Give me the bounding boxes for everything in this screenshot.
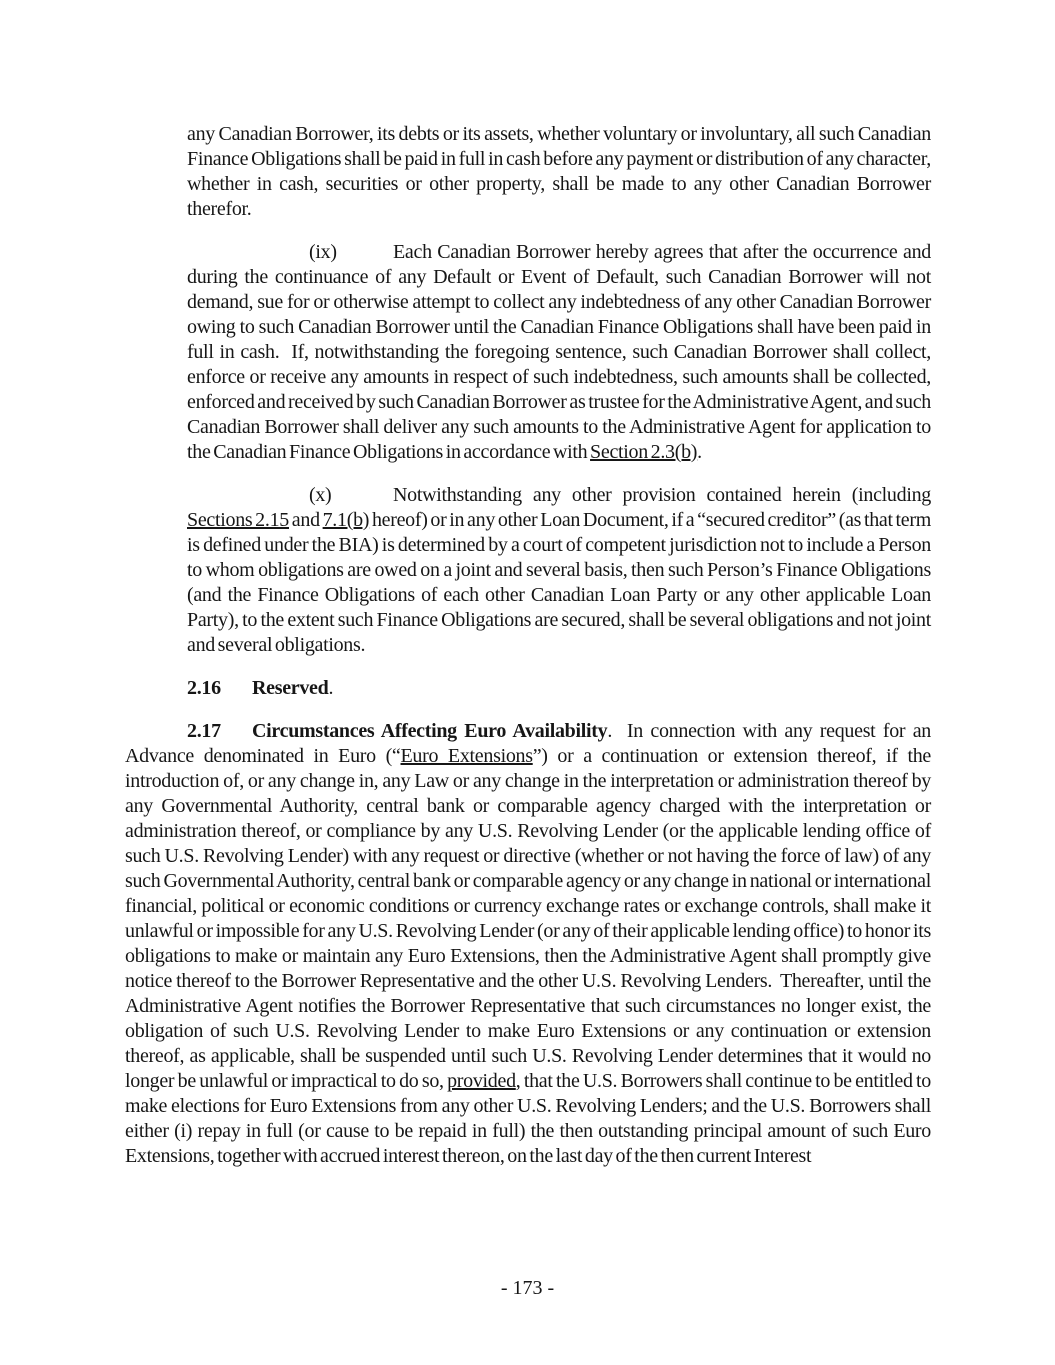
text-run: Reserved [252, 677, 329, 699]
text-run: . [697, 441, 702, 463]
text-run: Sections 2.15 [187, 509, 289, 531]
text-run: 7.1(b) [322, 509, 370, 531]
text-run: . [328, 677, 334, 699]
section-2-17-number: 2.17 [187, 720, 221, 742]
page-number: - 173 - [500, 1277, 555, 1299]
text-run: provided [447, 1070, 516, 1092]
clause-ix-text [187, 241, 931, 463]
text-run: Circumstances Affecting Euro Availability [252, 720, 608, 742]
text-run: Euro Extensions [400, 745, 533, 767]
paragraph-clause-viii-continuation [187, 122, 931, 222]
clause-x-text [187, 484, 931, 656]
section-2-16-text [252, 677, 333, 699]
paragraph-section-2-17 [125, 719, 931, 1169]
text-run: and [289, 509, 323, 531]
section-2-16-number: 2.16 [187, 677, 221, 699]
page-content [125, 122, 931, 1187]
clause-ix-label: (ix) [309, 241, 337, 263]
paragraph-section-2-16 [125, 676, 931, 701]
text-run: any Canadian Borrower, its debts or its assets, whether voluntary or involuntary, all such Canadian Finance Obligations shall be paid in full in cash before any payment or distribution of any character, whether in cash, securities or other property, shall be made to any other Canadian Borrower therefor. [187, 123, 931, 220]
text-run: Section 2.3(b) [590, 441, 698, 463]
paragraph-clause-ix [187, 240, 931, 465]
text-run: Notwithstanding any other provision contained herein (including [393, 484, 931, 506]
clause-x-label: (x) [309, 484, 332, 506]
text-run: . In connection with any request for an Advance denominated in Euro (“ [125, 720, 931, 767]
paragraph-clause-x [187, 483, 931, 658]
page-footer [0, 1276, 1055, 1301]
text-run: ”) or a continuation or extension thereof, if the introduction of, or any change in, any Law or any change in the interpretation or administration thereof by any Governmental Authority, central bank or comparable agency charged with the interpretation or administration thereof, or compliance by any U.S. Revolving Lender (or the applicable lending office of such U.S. Revolving Lender) with any request or directive (whether or not having the force of law) of any such Governmental Authority, central bank or comparable agency or any change in national or international financial, political or economic conditions or currency exchange rates or exchange controls, shall make it unlawful or impossible for any U.S. Revolving Lender (or any of their applicable lending office) to honor its obligations to make or maintain any Euro Extensions, then the Administrative Agent shall promptly give notice thereof to the Borrower Representative and the other U.S. Revolving Lenders. Thereafter, until the Administrative Agent notifies the Borrower Representative that such circumstances no longer exist, the obligation of such U.S. Revolving Lender to make Euro Extensions or any continuation or extension thereof, as applicable, shall be suspended until such U.S. Revolving Lender determines that it would no longer be unlawful or impractical to do so, [125, 745, 931, 1092]
text-run: Each Canadian Borrower hereby agrees that after the occurrence and during the continuance of any Default or Event of Default, such Canadian Borrower will not demand, sue for or otherwise attempt to collect any indebtedness of any other Canadian Borrower owing to such Canadian Borrower until the Canadian Finance Obligations shall have been paid in full in cash. If, notwithstanding the foregoing sentence, such Canadian Borrower shall collect, enforce or receive any amounts in respect of such indebtedness, such amounts shall be collected, enforced and received by such Canadian Borrower as trustee for the Administrative Agent, and such Canadian Borrower shall deliver any such amounts to the Administrative Agent for application to the Canadian Finance Obligations in accordance with [187, 241, 931, 463]
text-run: , that the U.S. Borrowers shall continue to be entitled to make elections for Euro Extensions from any other U.S. Revolving Lenders; and the U.S. Borrowers shall either (i) repay in full (or cause to be repaid in full) the then outstanding principal amount of such Euro Extensions, together with accrued interest thereon, on the last day of the then current Interest [125, 1070, 931, 1167]
text-run: hereof) or in any other Loan Document, if a “secured creditor” (as that term is defined under the BIA) is determined by a court of competent jurisdiction not to include a Person to whom obligations are owed on a joint and several basis, then such Person’s Finance Obligations (and the Finance Obligations of each other Canadian Loan Party or any other applicable Loan Party), to the extent such Finance Obligations are secured, shall be several obligations and not joint and several obligations. [187, 509, 931, 656]
section-2-17-text [125, 720, 931, 1167]
